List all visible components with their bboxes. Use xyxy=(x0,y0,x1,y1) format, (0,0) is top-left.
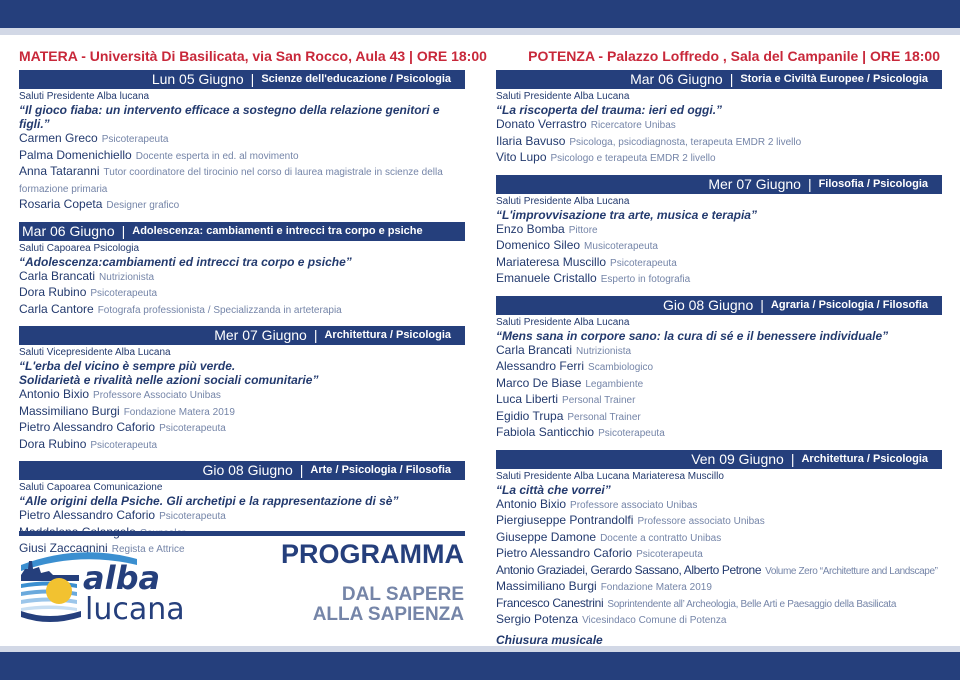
speaker-role: Personal Trainer xyxy=(562,395,636,406)
session-mar-06 xyxy=(19,222,465,319)
top-band xyxy=(0,0,960,28)
speaker-role: Professore associato Unibas xyxy=(570,499,698,511)
session-topic: Arte / Psicologia / Filosofia xyxy=(310,464,451,476)
session-bar xyxy=(19,222,465,241)
session-date: Lun 05 Giugno xyxy=(151,71,244,87)
speaker xyxy=(19,420,465,437)
speaker xyxy=(496,425,942,442)
speaker xyxy=(19,164,465,197)
session-date: Mer 07 Giugno xyxy=(708,175,801,192)
session-bar xyxy=(19,461,465,480)
session-topic: Architettura / Psicologia xyxy=(324,329,451,341)
speaker-role: Fondazione Matera 2019 xyxy=(600,582,712,593)
speaker-name: Vito Lupo xyxy=(496,150,547,164)
speaker-role: Nutrizionista xyxy=(576,345,632,357)
session-lun-05 xyxy=(19,70,465,214)
speaker-role: Psicoterapeuta xyxy=(101,134,169,145)
speaker-name: Francesco Canestrini xyxy=(496,595,604,610)
speaker xyxy=(496,546,942,563)
speaker-role: Legambiente xyxy=(585,378,644,390)
session-mar-06 xyxy=(496,70,942,167)
speaker xyxy=(496,150,942,167)
speaker-name: Marco De Biase xyxy=(496,375,582,390)
logo-text-bottom: lucana xyxy=(85,592,185,627)
session-bar xyxy=(496,296,942,315)
speaker xyxy=(496,271,942,288)
session-greeting: Saluti Capoarea Comunicazione xyxy=(19,482,163,493)
speaker-name: Alessandro Ferri xyxy=(496,359,585,373)
speaker xyxy=(496,596,942,613)
speaker xyxy=(19,387,465,404)
speaker-name: Anna Tataranni xyxy=(19,164,100,178)
session-title: “Alle origini della Psiche. Gli archetipi e la rappresentazione di sè” xyxy=(19,494,399,508)
speaker-role: Personal Trainer xyxy=(567,411,641,423)
speaker-name: Antonio Bixio xyxy=(496,496,567,511)
speaker-name: Antonio Graziadei, Gerardo Sassano, Alberto Petrone xyxy=(496,562,762,577)
speaker-role: Fondazione Matera 2019 xyxy=(123,406,235,418)
session-title: “Adolescenza:cambiamenti ed intrecci tra corpo e psiche” xyxy=(19,254,352,269)
program-subtitle xyxy=(250,585,464,625)
speaker xyxy=(496,134,942,151)
speaker-role: Psicoterapeuta xyxy=(598,428,665,439)
separator: | xyxy=(121,222,126,239)
speaker-role: Professore Associato Unibas xyxy=(93,390,221,401)
speaker xyxy=(19,285,465,302)
top-stripe xyxy=(0,28,960,35)
speaker-name: Pietro Alessandro Caforio xyxy=(19,508,156,522)
speaker xyxy=(496,117,942,134)
speaker-role: Designer grafico xyxy=(106,200,180,211)
speaker-role: Tutor coordinatore del tirocinio nel corso di laurea magistrale in scienze della formazione primaria xyxy=(19,167,443,195)
separator: | xyxy=(313,327,318,343)
session-date: Gio 08 Giugno xyxy=(662,296,754,313)
speaker-name: Ilaria Bavuso xyxy=(496,133,566,148)
speaker xyxy=(19,437,465,454)
speaker-role: Psicoterapeuta xyxy=(159,511,226,522)
session-topic: Agraria / Psicologia / Filosofia xyxy=(770,298,928,311)
separator: | xyxy=(250,71,255,87)
speaker-role: Docente esperta in ed. al movimento xyxy=(135,150,299,162)
session-title: “La città che vorrei” xyxy=(496,482,611,497)
speaker-role: Psicoterapeuta xyxy=(90,439,158,451)
speaker xyxy=(496,530,942,547)
speaker xyxy=(19,302,465,319)
session-mer-07 xyxy=(19,326,465,453)
potenza-column xyxy=(496,70,942,670)
speaker-name: Carla Cantore xyxy=(19,301,94,316)
alba-lucana-logo xyxy=(19,547,229,627)
speaker-role: Psicologo e terapeuta EMDR 2 livello xyxy=(550,153,716,164)
speaker-role: Esperto in fotografia xyxy=(600,274,691,285)
session-topic: Architettura / Psicologia xyxy=(801,452,928,465)
speaker xyxy=(19,131,465,148)
speaker-role: Nutrizionista xyxy=(99,271,155,283)
session-greeting: Saluti Capoarea Psicologia xyxy=(19,242,140,254)
session-date: Mar 06 Giugno xyxy=(630,71,723,87)
session-title: “Mens sana in corpore sano: la cura di sé e il benessere individuale” xyxy=(496,328,889,343)
speaker-role: Psicologa, psicodiagnosta, terapeuta EMDR 2 livello xyxy=(569,136,802,148)
speaker-name: Egidio Trupa xyxy=(496,408,564,423)
speaker xyxy=(19,269,465,286)
session-title: “La riscoperta del trauma: ieri ed oggi.” xyxy=(496,103,723,117)
speaker-role: Fotografa professionista / Specializzanda in arteterapia xyxy=(97,304,342,316)
speaker-role: Psicoterapeuta xyxy=(610,257,677,269)
session-greeting: Saluti Presidente Alba Lucana xyxy=(496,195,630,207)
bottom-band xyxy=(0,652,960,680)
separator: | xyxy=(807,175,812,192)
session-title: “Il gioco fiaba: un intervento efficace a sostegno della relazione genitori e figli.” xyxy=(19,103,440,131)
potenza-venue: POTENZA - Palazzo Loffredo , Sala del Campanile | ORE 18:00 xyxy=(528,48,940,64)
speaker xyxy=(496,579,942,596)
session-title: “L'improvvisazione tra arte, musica e terapia” xyxy=(496,207,757,222)
speaker-name: Pietro Alessandro Caforio xyxy=(19,420,156,434)
speaker-name: Massimiliano Burgi xyxy=(19,403,120,418)
speaker-name: Dora Rubino xyxy=(19,436,87,451)
session-date: Gio 08 Giugno xyxy=(202,462,293,478)
speaker-name: Rosaria Copeta xyxy=(19,197,103,211)
session-date: Mar 06 Giugno xyxy=(22,222,115,239)
session-gio-08 xyxy=(496,296,942,442)
speaker-name: Fabiola Santicchio xyxy=(496,425,595,439)
program-title: PROGRAMMA xyxy=(281,539,464,569)
logo-text-top: alba xyxy=(83,559,161,597)
footer-rule xyxy=(19,531,465,536)
speaker-role: Psicoterapeuta xyxy=(90,288,158,299)
speaker xyxy=(496,612,942,629)
speaker xyxy=(496,343,942,360)
session-topic: Adolescenza: cambiamenti e intrecci tra corpo e psiche xyxy=(132,224,423,237)
logo-graphic-icon xyxy=(19,547,229,627)
speaker-role: Musicoterapeuta xyxy=(584,241,658,252)
speaker-role: Docente a contratto Unibas xyxy=(600,532,722,544)
session-topic: Filosofia / Psicologia xyxy=(818,177,928,190)
subtitle-line-2: ALLA SAPIENZA xyxy=(312,604,464,625)
speaker-role: Soprintendente all’ Archeologia, Belle Arti e Paesaggio della Basilicata xyxy=(607,598,897,610)
session-greeting: Saluti Vicepresidente Alba Lucana xyxy=(19,347,171,358)
speaker xyxy=(496,497,942,514)
speaker xyxy=(496,376,942,393)
speaker xyxy=(19,404,465,421)
speaker-name: Carla Brancati xyxy=(19,268,96,283)
speaker-role: Ricercatore Unibas xyxy=(590,120,676,131)
speaker-name: Carla Brancati xyxy=(496,342,573,357)
speaker-name: Giuseppe Damone xyxy=(496,529,597,544)
session-title: “L'erba del vicino è sempre più verde. xyxy=(19,359,236,373)
speaker-name: Dora Rubino xyxy=(19,285,87,299)
speaker-name: Giusi Zaccagnini xyxy=(19,541,108,555)
session-mer-07 xyxy=(496,175,942,288)
speaker-role: Psicoterapeuta xyxy=(636,549,703,560)
separator: | xyxy=(760,296,764,313)
speaker xyxy=(496,513,942,530)
speaker-role: Regista e Attrice xyxy=(111,544,185,555)
speaker xyxy=(496,238,942,255)
speaker xyxy=(19,148,465,165)
session-bar xyxy=(496,175,942,194)
session-greeting: Saluti Presidente Alba Lucana Mariateresa Muscillo xyxy=(496,470,724,482)
speaker-name: Domenico Sileo xyxy=(496,238,581,252)
speaker xyxy=(496,222,942,239)
session-greeting: Saluti Presidente Alba Lucana xyxy=(496,91,630,102)
speaker-name: Carmen Greco xyxy=(19,131,98,145)
speaker-name: Sergio Potenza xyxy=(496,612,579,626)
speaker-role: Professore associato Unibas xyxy=(637,516,765,527)
speaker xyxy=(496,392,942,409)
speaker xyxy=(19,197,465,214)
speaker-name: Massimiliano Burgi xyxy=(496,579,597,593)
session-title-line2: Solidarietà e rivalità nelle azioni sociali comunitarie” xyxy=(19,373,319,387)
speaker xyxy=(496,409,942,426)
session-date: Ven 09 Giugno xyxy=(691,450,784,467)
speaker-role: Volume Zero “Architetture and Landscape” xyxy=(765,565,938,577)
speaker-name: Donato Verrastro xyxy=(496,117,587,131)
session-bar xyxy=(496,70,942,89)
session-bar xyxy=(496,450,942,469)
session-bar xyxy=(19,326,465,345)
session-greeting: Saluti Presidente Alba Lucana xyxy=(496,316,630,328)
speaker xyxy=(496,255,942,272)
session-date: Mer 07 Giugno xyxy=(214,327,307,343)
speaker-name: Palma Domenichiello xyxy=(19,147,132,162)
separator: | xyxy=(299,462,304,478)
speaker xyxy=(496,563,942,580)
speaker-name: Luca Liberti xyxy=(496,392,559,406)
speaker-role: Vicesindaco Comune di Potenza xyxy=(582,615,727,626)
separator: | xyxy=(790,450,795,467)
matera-venue: MATERA - Università Di Basilicata, via San Rocco, Aula 43 | ORE 18:00 xyxy=(19,48,487,64)
speaker-name: Mariateresa Muscillo xyxy=(496,254,607,269)
speaker-role: Scambiologico xyxy=(588,362,654,373)
session-ven-09 xyxy=(496,450,942,662)
speaker-name: Pietro Alessandro Caforio xyxy=(496,546,633,560)
separator: | xyxy=(729,71,734,87)
session-greeting: Saluti Presidente Alba lucana xyxy=(19,91,150,102)
speaker-name: Emanuele Cristallo xyxy=(496,271,597,285)
speaker-name: Antonio Bixio xyxy=(19,387,90,401)
session-topic: Storia e Civiltà Europee / Psicologia xyxy=(740,73,928,85)
matera-column xyxy=(19,70,465,566)
speaker-name: Enzo Bomba xyxy=(496,221,565,236)
subtitle-line-1: DAL SAPERE xyxy=(341,584,464,605)
speaker xyxy=(19,508,465,525)
speaker-name: Piergiuseppe Pontrandolfi xyxy=(496,513,634,527)
closing-label: Chiusura musicale xyxy=(496,632,603,647)
session-bar xyxy=(19,70,465,89)
session-topic: Scienze dell'educazione / Psicologia xyxy=(261,73,451,85)
speaker-role: Pittore xyxy=(568,224,598,236)
speaker xyxy=(496,359,942,376)
speaker-role: Psicoterapeuta xyxy=(159,423,226,434)
